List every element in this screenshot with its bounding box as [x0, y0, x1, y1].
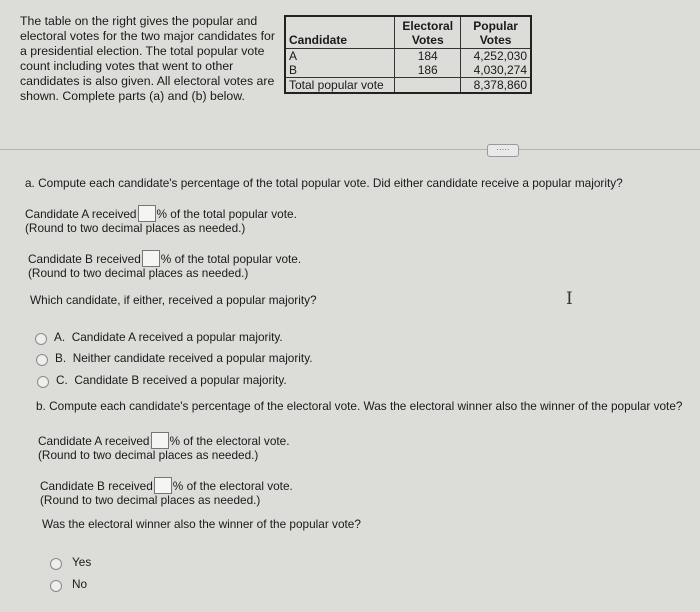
part-b-candidate-a-input[interactable] — [151, 432, 169, 449]
option-text: Candidate A received a popular majority. — [71, 330, 283, 344]
option-text: Candidate B received a popular majority. — [74, 373, 287, 387]
cell-total-popular: 8,378,860 — [461, 78, 531, 94]
part-a-round-note-b: (Round to two decimal places as needed.) — [28, 266, 249, 280]
option-c-radio[interactable] — [37, 376, 49, 388]
cell-popular: 4,252,030 — [473, 49, 527, 63]
part-a-b-prefix: Candidate B received — [28, 252, 141, 266]
part-b-a-suffix: % of the electoral vote. — [169, 434, 290, 448]
option-a[interactable] — [54, 330, 283, 345]
option-b[interactable] — [55, 351, 313, 366]
header-candidate: Candidate — [285, 16, 395, 49]
cell-popular: 4,030,274 — [473, 63, 527, 77]
part-a-a-prefix: Candidate A received — [25, 207, 137, 221]
option-a-radio[interactable] — [35, 333, 47, 345]
option-text: Neither candidate received a popular majority. — [72, 351, 313, 365]
yes-radio[interactable] — [50, 558, 62, 570]
part-b-question: b. Compute each candidate's percentage of the electoral vote. Was the electoral winner also the winner of the popular vote? — [36, 399, 683, 413]
part-b-a-prefix: Candidate A received — [38, 434, 150, 448]
option-letter: B. — [55, 351, 67, 365]
part-a-which-question: Which candidate, if either, received a popular majority? — [30, 293, 317, 307]
option-yes[interactable]: Yes — [72, 555, 92, 569]
cell-candidate: B — [285, 63, 395, 78]
header-electoral-votes: Electoral Votes — [395, 16, 461, 49]
part-b-candidate-b-input[interactable] — [154, 477, 172, 494]
no-radio[interactable] — [50, 580, 62, 592]
option-letter: A. — [54, 330, 66, 344]
option-b-radio[interactable] — [36, 354, 48, 366]
part-a-a-suffix: % of the total popular vote. — [156, 207, 297, 221]
part-b-b-prefix: Candidate B received — [40, 479, 153, 493]
table-row-total — [285, 78, 531, 94]
cell-electoral: 186 — [395, 63, 461, 78]
cell-candidate: A — [285, 49, 395, 64]
section-divider — [0, 149, 700, 150]
problem-intro: The table on the right gives the popular and electoral votes for the two major candidates for a presidential election. The total popular vote count including votes that went to other candidates is also given. All electoral votes are shown. Complete parts (a) and (b) below. — [20, 14, 275, 103]
option-letter: C. — [56, 373, 68, 387]
part-a-question: a. Compute each candidate's percentage of the total popular vote. Did either candidate receive a popular majority? — [25, 176, 623, 190]
cell-total-electoral — [395, 78, 461, 94]
text-cursor-icon: I — [566, 289, 573, 309]
part-b-candidate-b-line — [40, 477, 293, 494]
expand-more-button[interactable]: ····· — [487, 144, 519, 157]
part-a-b-suffix: % of the total popular vote. — [160, 252, 302, 266]
cell-total-label: Total popular vote — [285, 78, 395, 94]
option-no[interactable]: No — [72, 577, 88, 591]
votes-table — [284, 15, 532, 94]
header-popular-votes: Popular Votes — [461, 16, 531, 49]
part-a-candidate-a-input[interactable] — [138, 205, 156, 222]
cell-electoral: 184 — [395, 49, 461, 64]
part-b-candidate-a-line — [38, 432, 290, 449]
part-b-round-note-b: (Round to two decimal places as needed.) — [40, 493, 261, 507]
option-c[interactable] — [56, 373, 287, 388]
part-b-round-note-a: (Round to two decimal places as needed.) — [38, 448, 259, 462]
part-a-candidate-b-input[interactable] — [142, 250, 160, 267]
table-row — [285, 49, 531, 64]
part-a-candidate-a-line — [25, 205, 297, 222]
table-row — [285, 63, 531, 78]
part-a-round-note-a: (Round to two decimal places as needed.) — [25, 221, 246, 235]
part-b-b-suffix: % of the electoral vote. — [172, 479, 293, 493]
part-b-was-question: Was the electoral winner also the winner of the popular vote? — [42, 517, 361, 531]
part-a-candidate-b-line — [28, 250, 301, 267]
